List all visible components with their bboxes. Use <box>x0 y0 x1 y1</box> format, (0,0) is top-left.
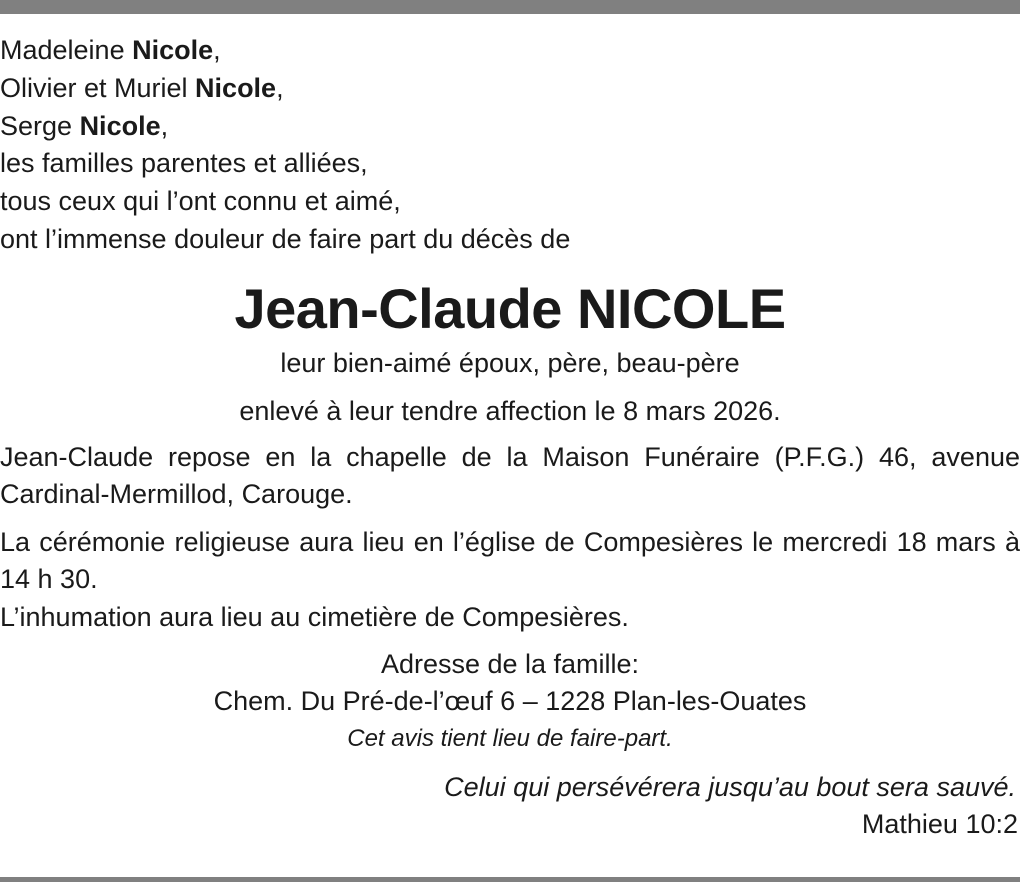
top-rule <box>0 0 1020 14</box>
ceremony-paragraph: La cérémonie religieuse aura lieu en l’église de Compesières le mercredi 18 mars à 14 h 30. <box>0 526 1020 595</box>
mourner-punctuation: , <box>276 72 284 103</box>
mourner-first-name: Serge <box>0 110 80 141</box>
mourner-line <box>0 70 1020 108</box>
announcement-line: ont l’immense douleur de faire part du décès de <box>0 223 571 254</box>
bible-verse: Celui qui persévérera jusqu’au bout sera sauvé. <box>444 772 1016 803</box>
mourners-list <box>0 32 1020 259</box>
mourner-line: tous ceux qui l’ont connu et aimé, <box>0 186 401 217</box>
mourner-punctuation: , <box>213 35 221 65</box>
deceased-name: Jean-Claude NICOLE <box>234 276 786 340</box>
family-address: Chem. Du Pré-de-l’œuf 6 – 1228 Plan-les-Ouates <box>213 686 807 717</box>
mourner-last-name: Nicole <box>132 35 214 65</box>
bottom-rule <box>0 877 1020 882</box>
mourner-line: les familles parentes et alliées, <box>0 148 368 179</box>
family-address-label: Adresse de la famille: <box>380 649 640 680</box>
inhumation-line: L’inhumation aura lieu au cimetière de Compesières. <box>0 601 629 632</box>
mourner-first-name: Olivier et Muriel <box>0 72 196 103</box>
mourner-last-name: Nicole <box>195 72 277 103</box>
mourner-line <box>0 32 1020 70</box>
mourner-line <box>0 108 1020 146</box>
death-date-line: enlevé à leur tendre affection le 8 mars 2026. <box>239 395 781 426</box>
repose-paragraph: Jean-Claude repose en la chapelle de la Maison Funéraire (P.F.G.) 46, avenue Cardinal-Mermillod, Carouge. <box>0 441 1020 510</box>
mourner-punctuation: , <box>160 110 169 141</box>
notice-line: Cet avis tient lieu de faire-part. <box>347 725 673 753</box>
mourner-first-name: Madeleine <box>0 35 133 65</box>
verse-reference: Mathieu 10:2 <box>861 809 1018 840</box>
mourner-last-name: Nicole <box>79 110 161 141</box>
obituary-notice <box>0 32 1020 843</box>
relation-line: leur bien-aimé époux, père, beau-père <box>280 347 740 378</box>
